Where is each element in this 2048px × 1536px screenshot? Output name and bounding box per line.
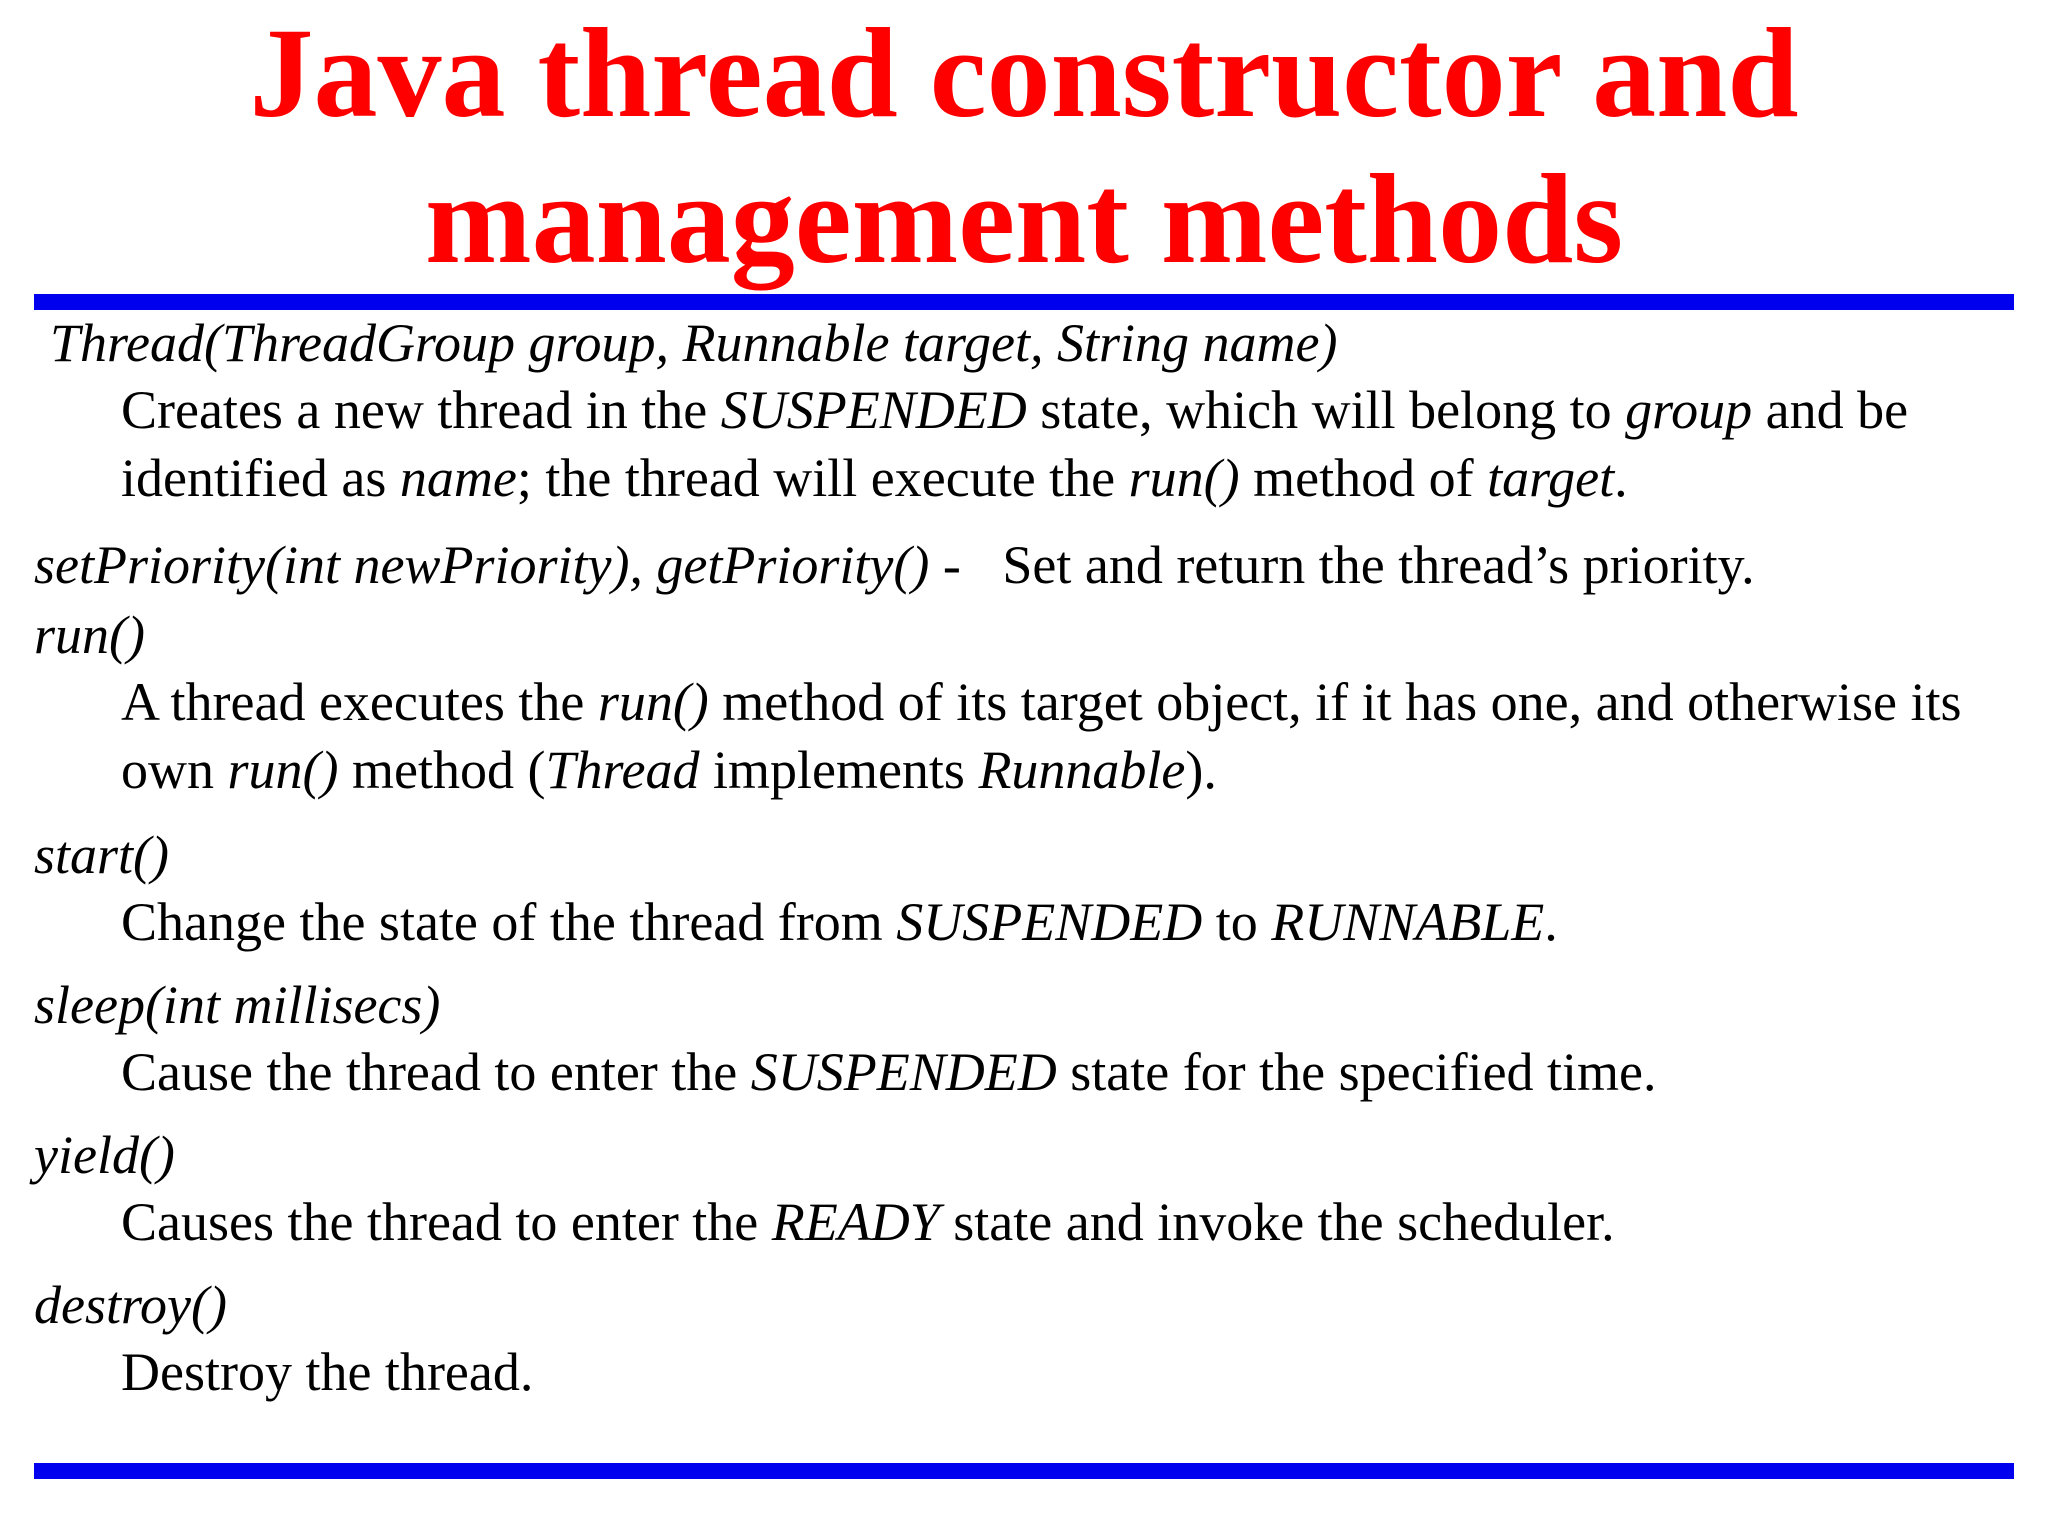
top-divider <box>34 294 2014 310</box>
run-entry <box>34 602 2024 804</box>
start-description <box>34 888 2024 956</box>
text-run: and be identified as <box>121 380 1909 508</box>
text-run-italic: SUSPENDED <box>720 380 1027 440</box>
priority-line <box>34 532 2024 598</box>
text-run: Change the state of the thread from <box>121 892 897 952</box>
priority-signature: setPriority(int newPriority), getPriority() - <box>34 535 975 595</box>
text-run-italic: run() <box>227 740 339 800</box>
yield-signature: yield() <box>34 1125 175 1185</box>
text-run-italic: READY <box>771 1192 940 1252</box>
text-run: Cause the thread to enter the <box>121 1042 751 1102</box>
text-run: state and invoke the scheduler. <box>939 1192 1615 1252</box>
text-run: Causes the thread to enter the <box>121 1192 772 1252</box>
text-run-italic: run() <box>597 672 709 732</box>
text-run: state for the specified time. <box>1056 1042 1657 1102</box>
text-run: method ( <box>338 740 546 800</box>
priority-entry <box>34 532 2024 598</box>
text-run: ). <box>1185 740 1217 800</box>
title-line-2: management methods <box>424 148 1624 290</box>
constructor-signature: Thread(ThreadGroup group, Runnable target, String name) <box>50 313 1338 373</box>
start-signature: start() <box>34 825 169 885</box>
text-run-italic: run() <box>1128 448 1240 508</box>
destroy-signature: destroy() <box>34 1275 227 1335</box>
text-run-italic: name <box>399 448 517 508</box>
text-run-italic: target <box>1487 448 1615 508</box>
run-description <box>34 668 2024 804</box>
text-run: A thread executes the <box>121 672 598 732</box>
text-run-italic: group <box>1625 380 1753 440</box>
text-run: Creates a new thread in the <box>121 380 721 440</box>
title-line-1: Java thread constructor and <box>249 2 1799 144</box>
text-run: to <box>1202 892 1272 952</box>
yield-entry <box>34 1122 2024 1256</box>
yield-description <box>34 1188 2024 1256</box>
text-run: method of <box>1239 448 1488 508</box>
text-run: . <box>1544 892 1558 952</box>
text-run-italic: RUNNABLE <box>1271 892 1545 952</box>
sleep-signature: sleep(int millisecs) <box>34 975 441 1035</box>
priority-description: Set and return the thread’s priority. <box>1002 535 1755 595</box>
text-run: method of its target object, if it has one, and otherwise its own <box>121 672 1962 800</box>
run-signature: run() <box>34 605 145 665</box>
start-entry <box>34 822 2024 956</box>
text-run: implements <box>699 740 979 800</box>
text-run-italic: SUSPENDED <box>750 1042 1057 1102</box>
text-run-italic: Runnable <box>978 740 1186 800</box>
sleep-entry <box>34 972 2024 1106</box>
text-run-italic: SUSPENDED <box>896 892 1203 952</box>
constructor-description <box>34 376 2024 512</box>
slide-title <box>0 0 2048 292</box>
text-run: . <box>1614 448 1628 508</box>
text-run: ; the thread will execute the <box>516 448 1129 508</box>
sleep-description <box>34 1038 2024 1106</box>
bottom-divider <box>34 1463 2014 1479</box>
constructor-entry <box>34 310 2024 512</box>
text-run-italic: Thread <box>545 740 700 800</box>
destroy-description: Destroy the thread. <box>121 1342 534 1402</box>
method-list <box>34 310 2024 1406</box>
text-run: state, which will belong to <box>1026 380 1626 440</box>
destroy-entry <box>34 1272 2024 1406</box>
